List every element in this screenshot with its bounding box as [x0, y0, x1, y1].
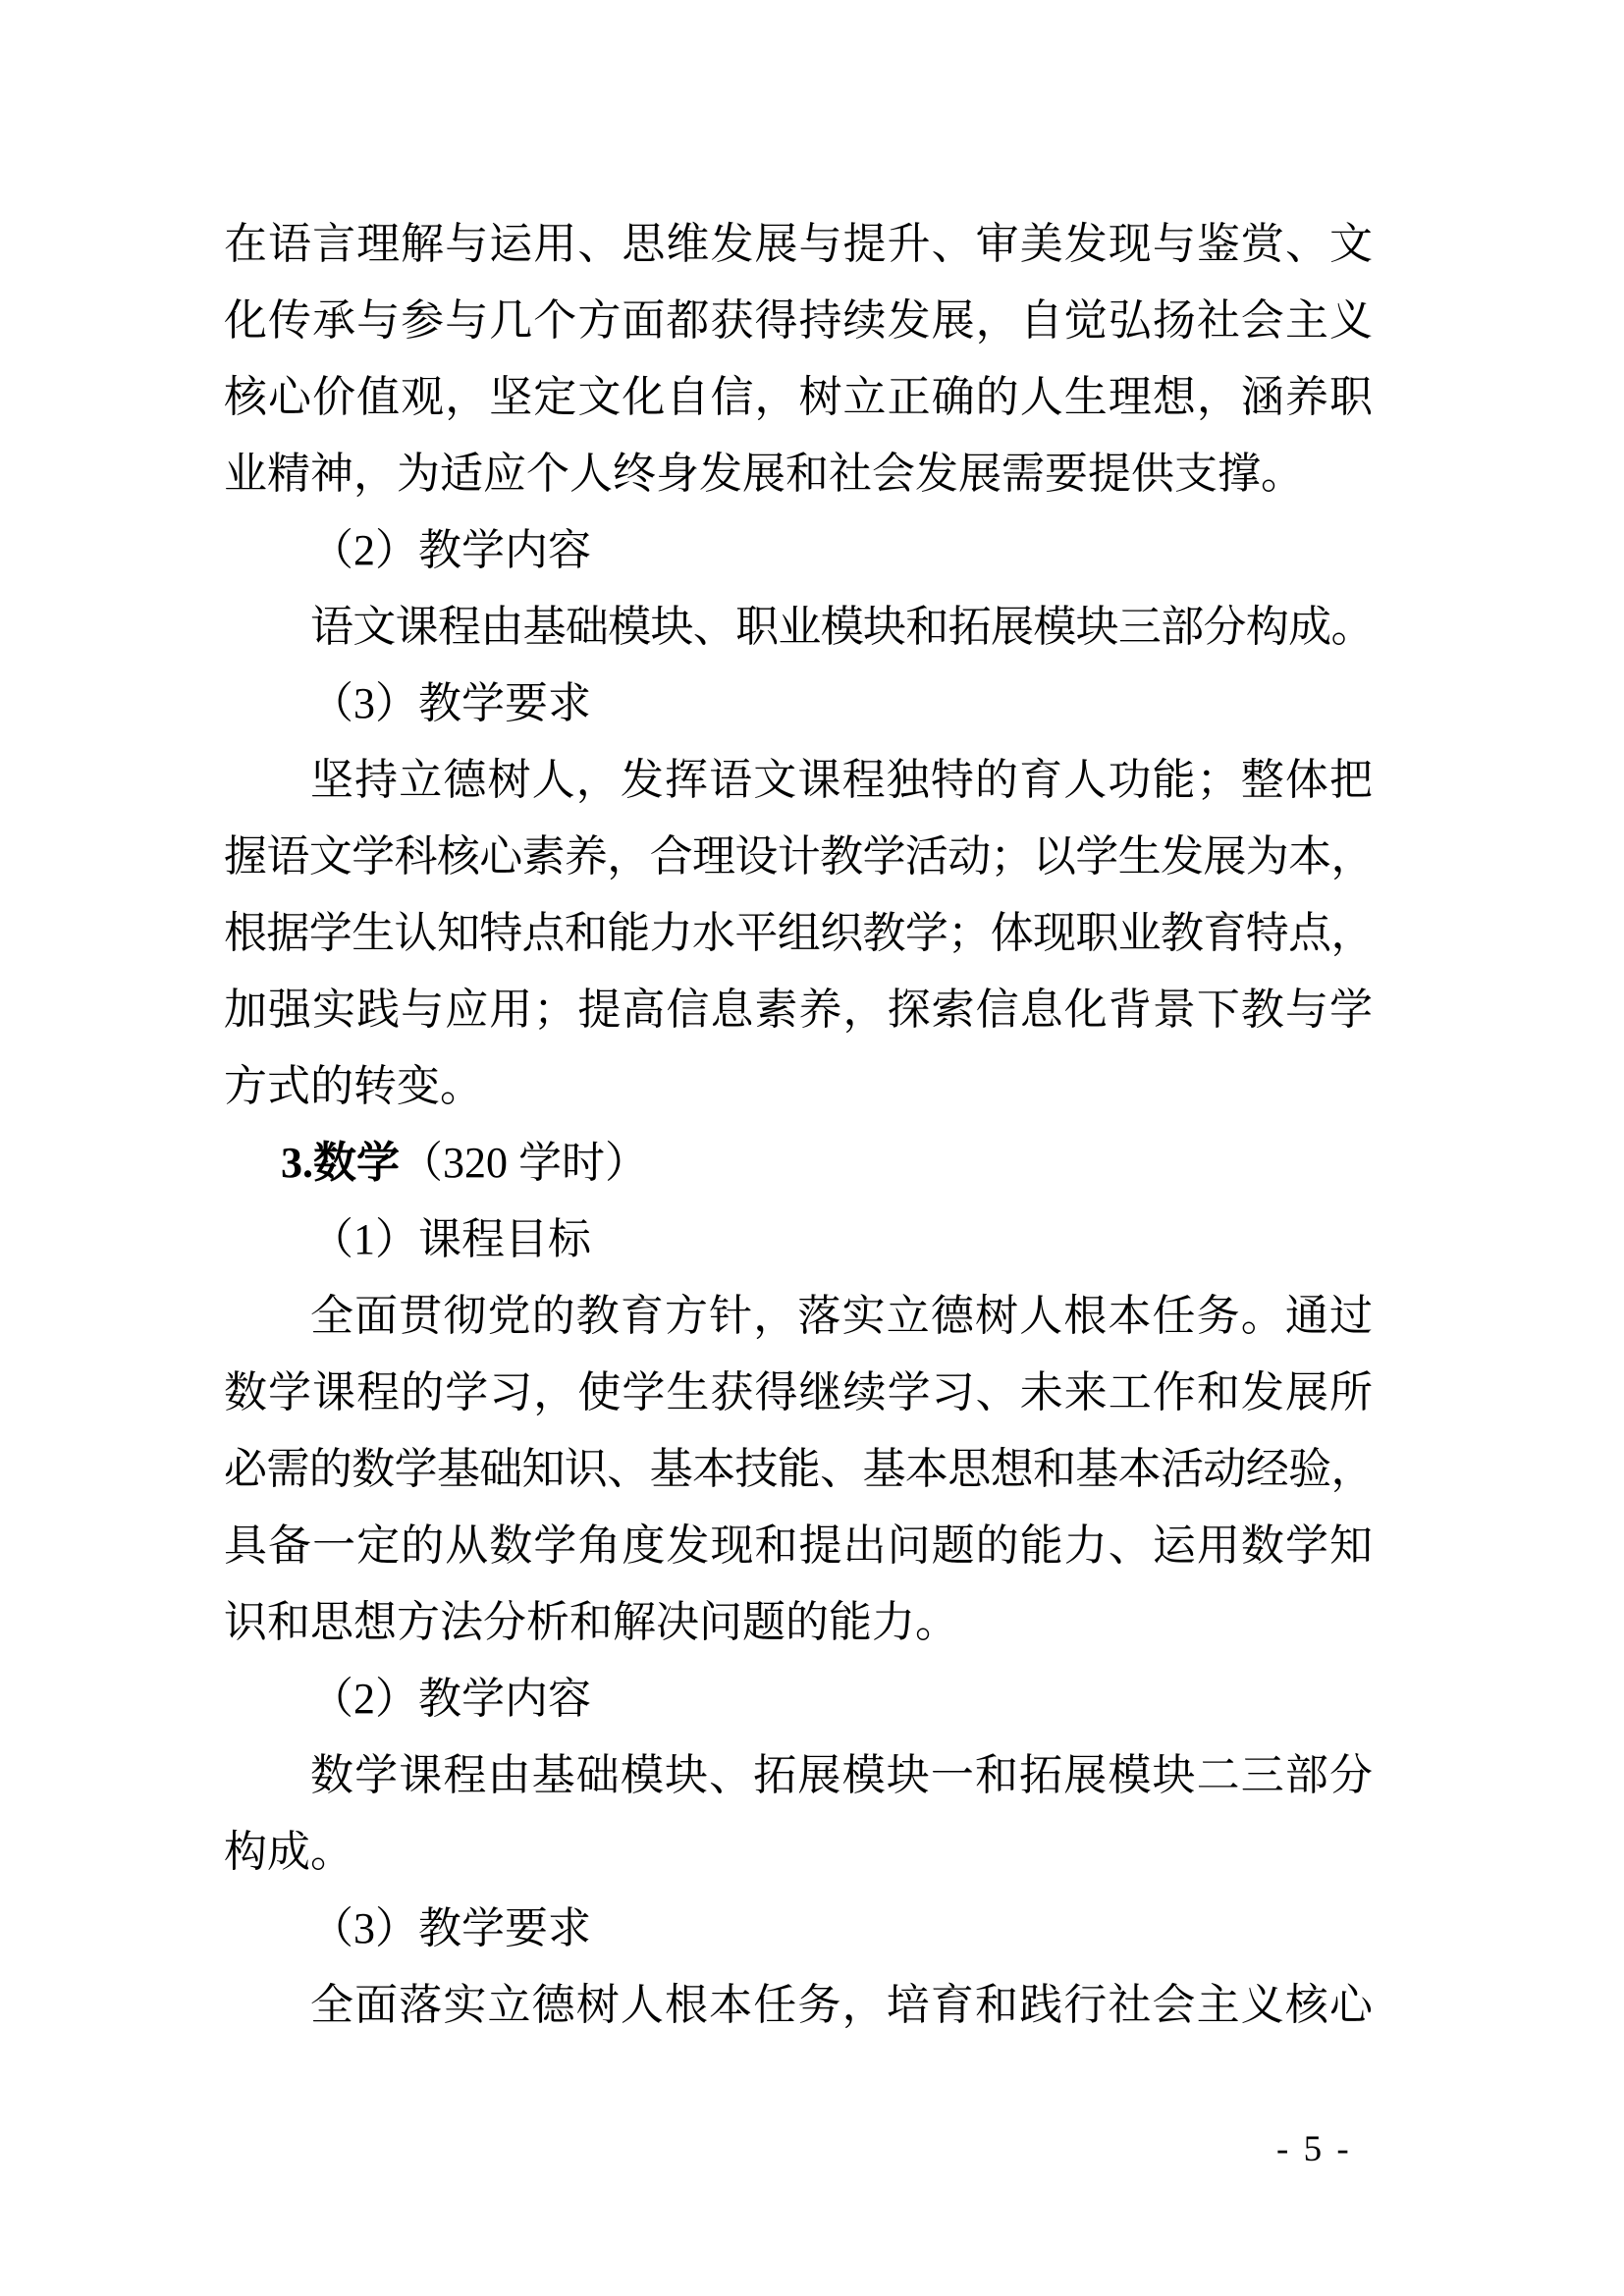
text-line: 方式的转变。: [224, 1062, 483, 1110]
text-line: 核心价值观，坚定文化自信，树立正确的人生理想，涵养职: [224, 373, 1373, 421]
text-line: 业精神，为适应个人终身发展和社会发展需要提供支撑。: [224, 450, 1304, 498]
text-line: 根据学生认知特点和能力水平组织教学；体现职业教育特点，: [224, 909, 1373, 957]
text-line: 化传承与参与几个方面都获得持续发展，自觉弘扬社会主义: [224, 296, 1373, 345]
text-line: （2）教学内容: [310, 1675, 591, 1723]
heading-class-hours: （320 学时）: [400, 1139, 648, 1187]
text-line: 加强实践与应用；提高信息素养，探索信息化背景下教与学: [224, 986, 1373, 1034]
text-line: 握语文学科核心素养，合理设计教学活动；以学生发展为本，: [224, 832, 1373, 881]
text-line: 必需的数学基础知识、基本技能、基本思想和基本活动经验，: [224, 1445, 1373, 1493]
text-line: 坚持立德树人，发挥语文课程独特的育人功能；整体把: [310, 756, 1373, 804]
text-line: （2）教学内容: [310, 526, 591, 574]
text-line: （3）教学要求: [310, 679, 591, 727]
text-line: （3）教学要求: [310, 1904, 591, 1952]
text-line: 语文课程由基础模块、职业模块和拓展模块三部分构成。: [310, 603, 1373, 651]
page-number: - 5 -: [1276, 2129, 1352, 2169]
text-line: 在语言理解与运用、思维发展与提升、审美发现与鉴赏、文: [224, 220, 1373, 268]
text-line: 全面贯彻党的教育方针，落实立德树人根本任务。通过: [310, 1292, 1373, 1340]
text-line: 全面落实立德树人根本任务，培育和践行社会主义核心: [310, 1981, 1373, 2029]
text-line: 数学课程由基础模块、拓展模块一和拓展模块二三部分: [310, 1751, 1373, 1799]
text-line: 构成。: [224, 1828, 353, 1876]
section-heading-math: [224, 1125, 1373, 1201]
text-line: 识和思想方法分析和解决问题的能力。: [224, 1598, 958, 1646]
text-line: 数学课程的学习，使学生获得继续学习、未来工作和发展所: [224, 1368, 1373, 1416]
text-line: （1）课程目标: [310, 1215, 591, 1263]
document-body: [224, 206, 1373, 2044]
text-line: 具备一定的从数学角度发现和提出问题的能力、运用数学知: [224, 1522, 1373, 1570]
heading-number-and-title: 3.数学: [281, 1139, 400, 1187]
